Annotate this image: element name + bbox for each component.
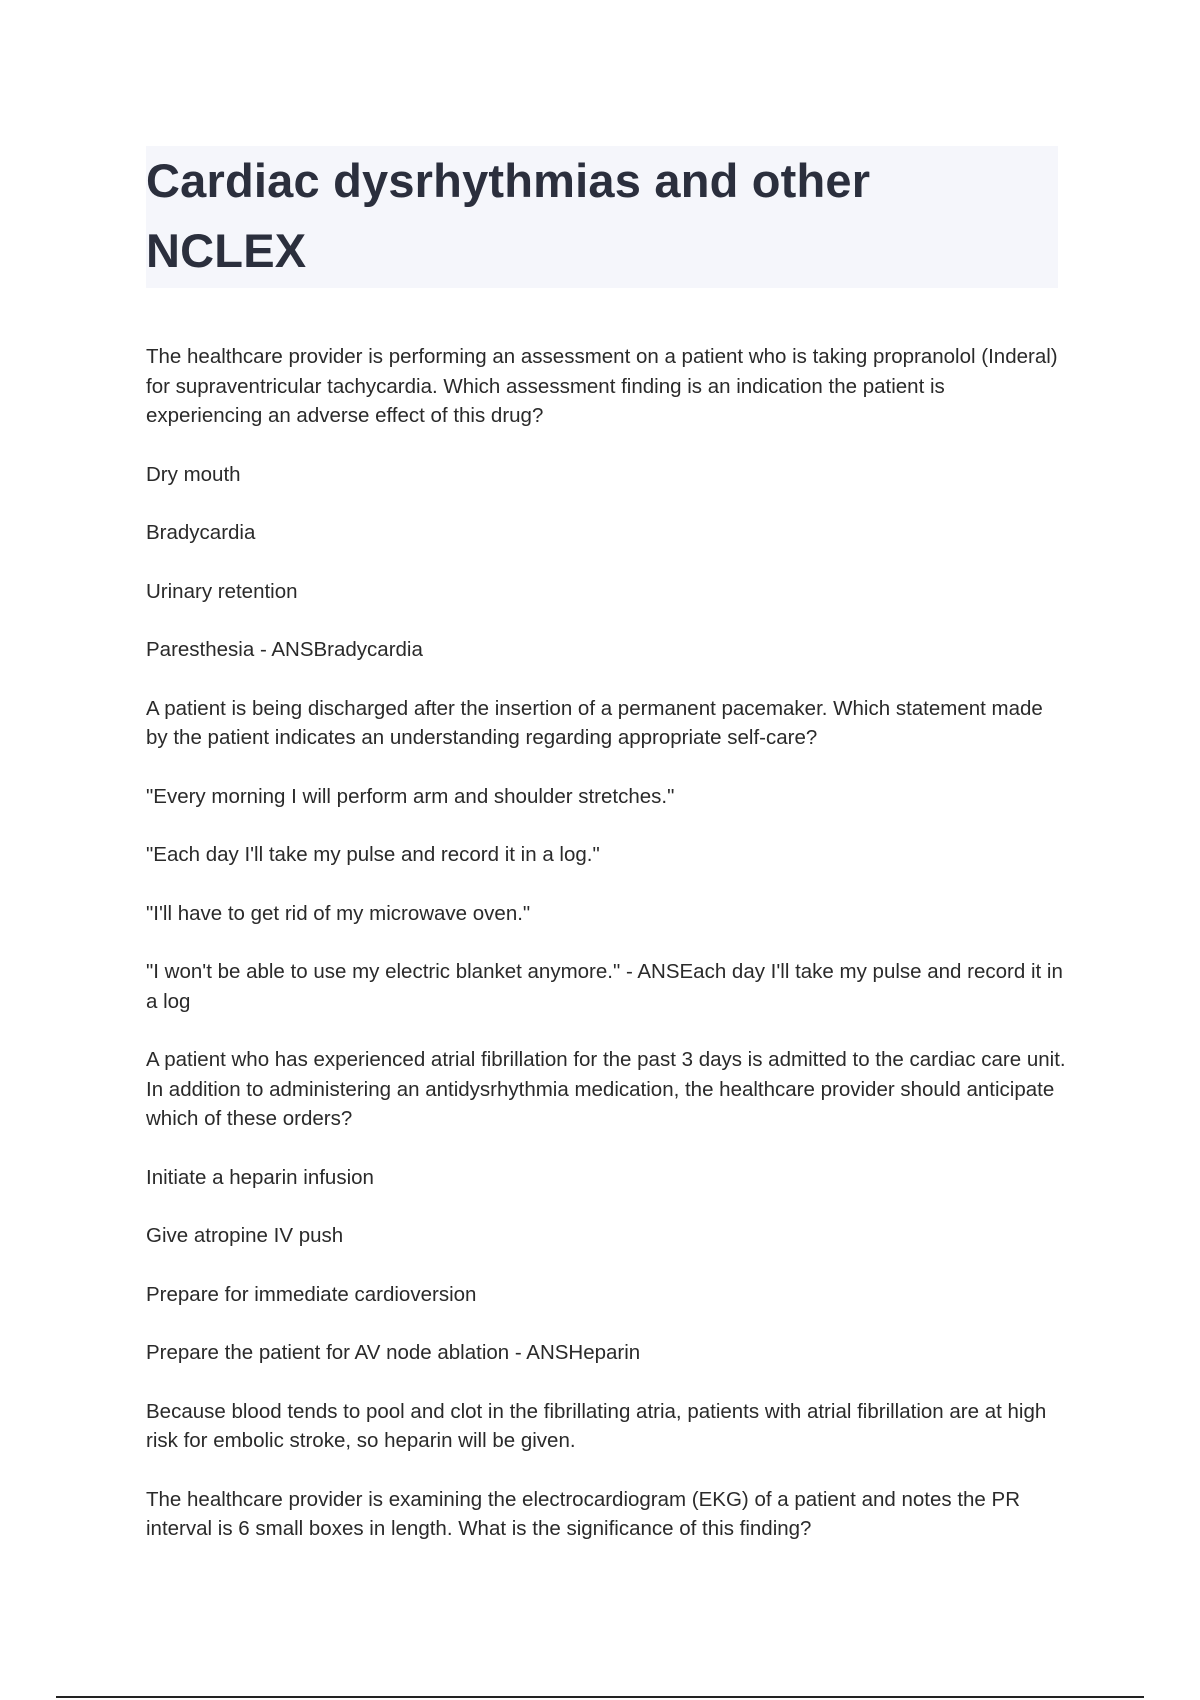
question-3-option-c: Prepare for immediate cardioversion — [146, 1282, 477, 1306]
question-2-option-d-answer: "I won't be able to use my electric blanket anymore." - ANSEach day I'll take my pulse and record it in a log — [146, 960, 1063, 1013]
question-3-stem: A patient who has experienced atrial fibrillation for the past 3 days is admitted to the cardiac care unit. In addition to administering an antidysrhythmia medication, the healthcare provider should anticipate which of these orders? — [146, 1048, 1066, 1130]
question-1-stem: The healthcare provider is performing an assessment on a patient who is taking propranolol (Inderal) for supraventricular tachycardia. Which assessment finding is an indication the patient is experiencing an adverse effect of this drug? — [146, 345, 1058, 427]
question-1-option-c: Urinary retention — [146, 579, 298, 603]
title-line-2: NCLEX — [146, 224, 307, 277]
question-2-option-a: "Every morning I will perform arm and shoulder stretches." — [146, 784, 675, 808]
question-3-option-b: Give atropine IV push — [146, 1224, 344, 1247]
question-3-option-d-answer: Prepare the patient for AV node ablation - ANSHeparin — [146, 1341, 641, 1364]
question-3-option-a: Initiate a heparin infusion — [146, 1165, 374, 1189]
page-title — [146, 146, 1058, 286]
question-1-option-d-answer: Paresthesia - ANSBradycardia — [146, 638, 423, 661]
question-2-option-b: "Each day I'll take my pulse and record it in a log." — [146, 843, 600, 866]
question-4-stem: The healthcare provider is examining the electrocardiogram (EKG) of a patient and notes the PR interval is 6 small boxes in length. What is the significance of this finding? — [146, 1487, 1020, 1540]
document-body — [146, 342, 1066, 1573]
title-line-1: Cardiac dysrhythmias and other — [146, 154, 871, 207]
title-block — [146, 146, 1058, 288]
footer-divider — [56, 1696, 1144, 1698]
question-2-stem: A patient is being discharged after the insertion of a permanent pacemaker. Which statement made by the patient indicates an understanding regarding appropriate self-care? — [146, 696, 1043, 749]
question-1-option-b: Bradycardia — [146, 521, 256, 544]
question-2-option-c: "I'll have to get rid of my microwave oven." — [146, 901, 531, 925]
question-3-rationale: Because blood tends to pool and clot in the fibrillating atria, patients with atrial fibrillation are at high risk for embolic stroke, so heparin will be given. — [146, 1399, 1047, 1452]
question-1-option-a: Dry mouth — [146, 462, 241, 486]
